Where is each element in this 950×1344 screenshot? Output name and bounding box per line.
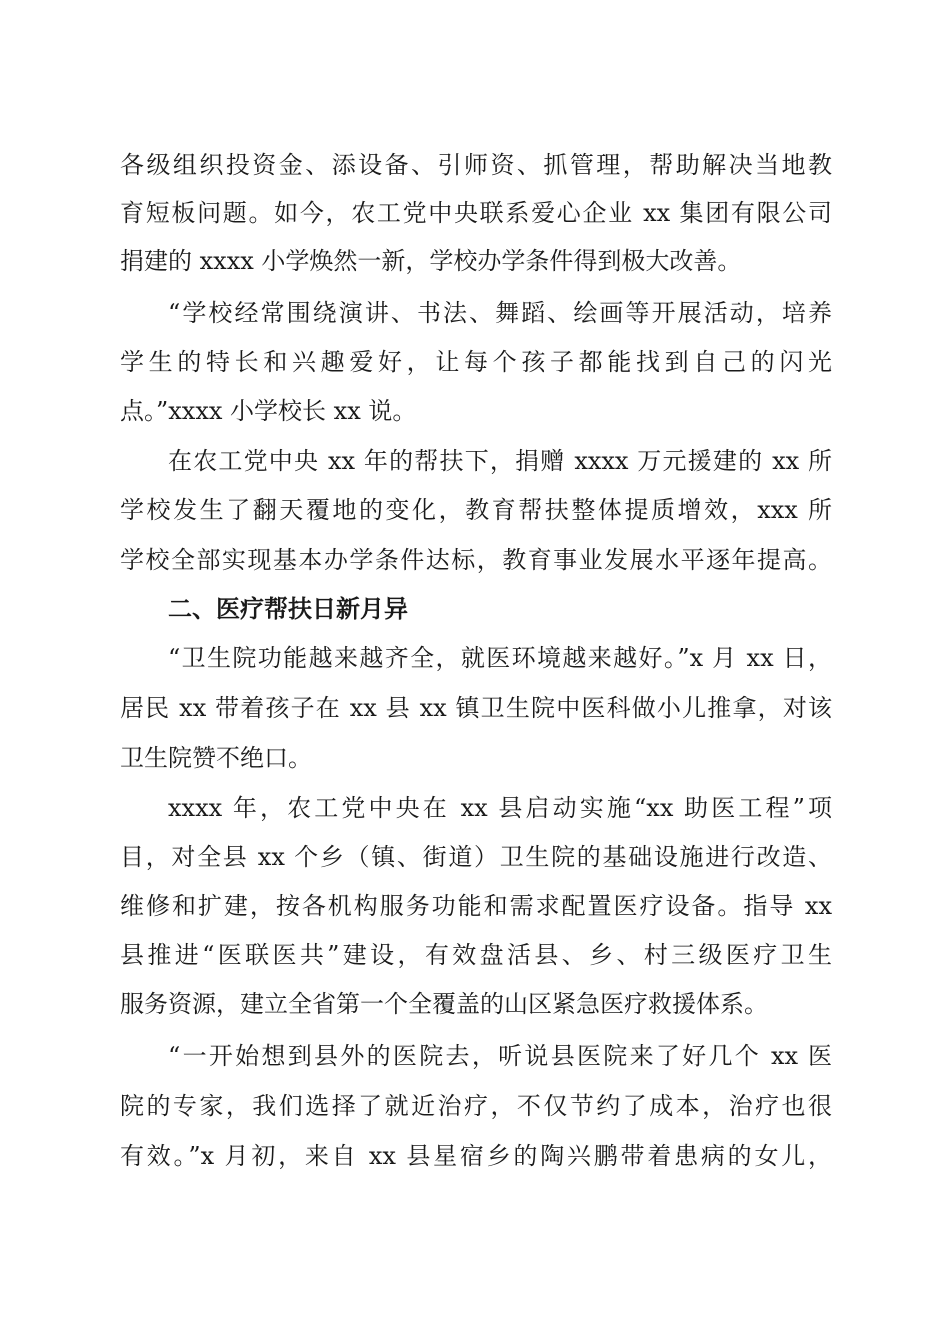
paragraph-line: 学生的特长和兴趣爱好，让每个孩子都能找到自己的闪光 xyxy=(120,348,832,376)
paragraph-line: 目，对全县 xx 个乡（镇、街道）卫生院的基础设施进行改造、 xyxy=(120,843,832,871)
paragraph-line: 学校全部实现基本办学条件达标，教育事业发展水平逐年提高。 xyxy=(120,546,832,574)
paragraph-line: 卫生院赞不绝口。 xyxy=(120,744,312,772)
paragraph-line: 捐建的 xxxx 小学焕然一新，学校办学条件得到极大改善。 xyxy=(120,247,742,275)
paragraph-line: 各级组织投资金、添设备、引师资、抓管理，帮助解决当地教 xyxy=(120,151,832,179)
section-heading: 二、医疗帮扶日新月异 xyxy=(168,595,408,623)
paragraph-line: xxxx 年，农工党中央在 xx 县启动实施“xx 助医工程”项 xyxy=(168,794,832,822)
paragraph-line: 院的专家，我们选择了就近治疗，不仅节约了成本，治疗也很 xyxy=(120,1092,832,1120)
paragraph-line: 有效。”x 月初，来自 xx 县星宿乡的陶兴鹏带着患病的女儿， xyxy=(120,1142,832,1170)
paragraph-line: 学校发生了翻天覆地的变化，教育帮扶整体提质增效，xxx 所 xyxy=(120,496,832,524)
paragraph-line: “学校经常围绕演讲、书法、舞蹈、绘画等开展活动，培养 xyxy=(168,299,832,327)
paragraph-line: “一开始想到县外的医院去，听说县医院来了好几个 xx 医 xyxy=(168,1042,832,1070)
paragraph-line: 点。”xxxx 小学校长 xx 说。 xyxy=(120,397,417,425)
paragraph-line: 育短板问题。如今，农工党中央联系爱心企业 xx 集团有限公司 xyxy=(120,199,832,227)
paragraph-line: 在农工党中央 xx 年的帮扶下，捐赠 xxxx 万元援建的 xx 所 xyxy=(168,447,832,475)
paragraph-line: 服务资源，建立全省第一个全覆盖的山区紧急医疗救援体系。 xyxy=(120,990,768,1018)
paragraph-line: “卫生院功能越来越齐全，就医环境越来越好。”x 月 xx 日， xyxy=(168,644,832,672)
paragraph-line: 县推进“医联医共”建设，有效盘活县、乡、村三级医疗卫生 xyxy=(120,941,832,969)
paragraph-line: 维修和扩建，按各机构服务功能和需求配置医疗设备。指导 xx xyxy=(120,892,832,920)
paragraph-line: 居民 xx 带着孩子在 xx 县 xx 镇卫生院中医科做小儿推拿，对该 xyxy=(120,694,832,722)
